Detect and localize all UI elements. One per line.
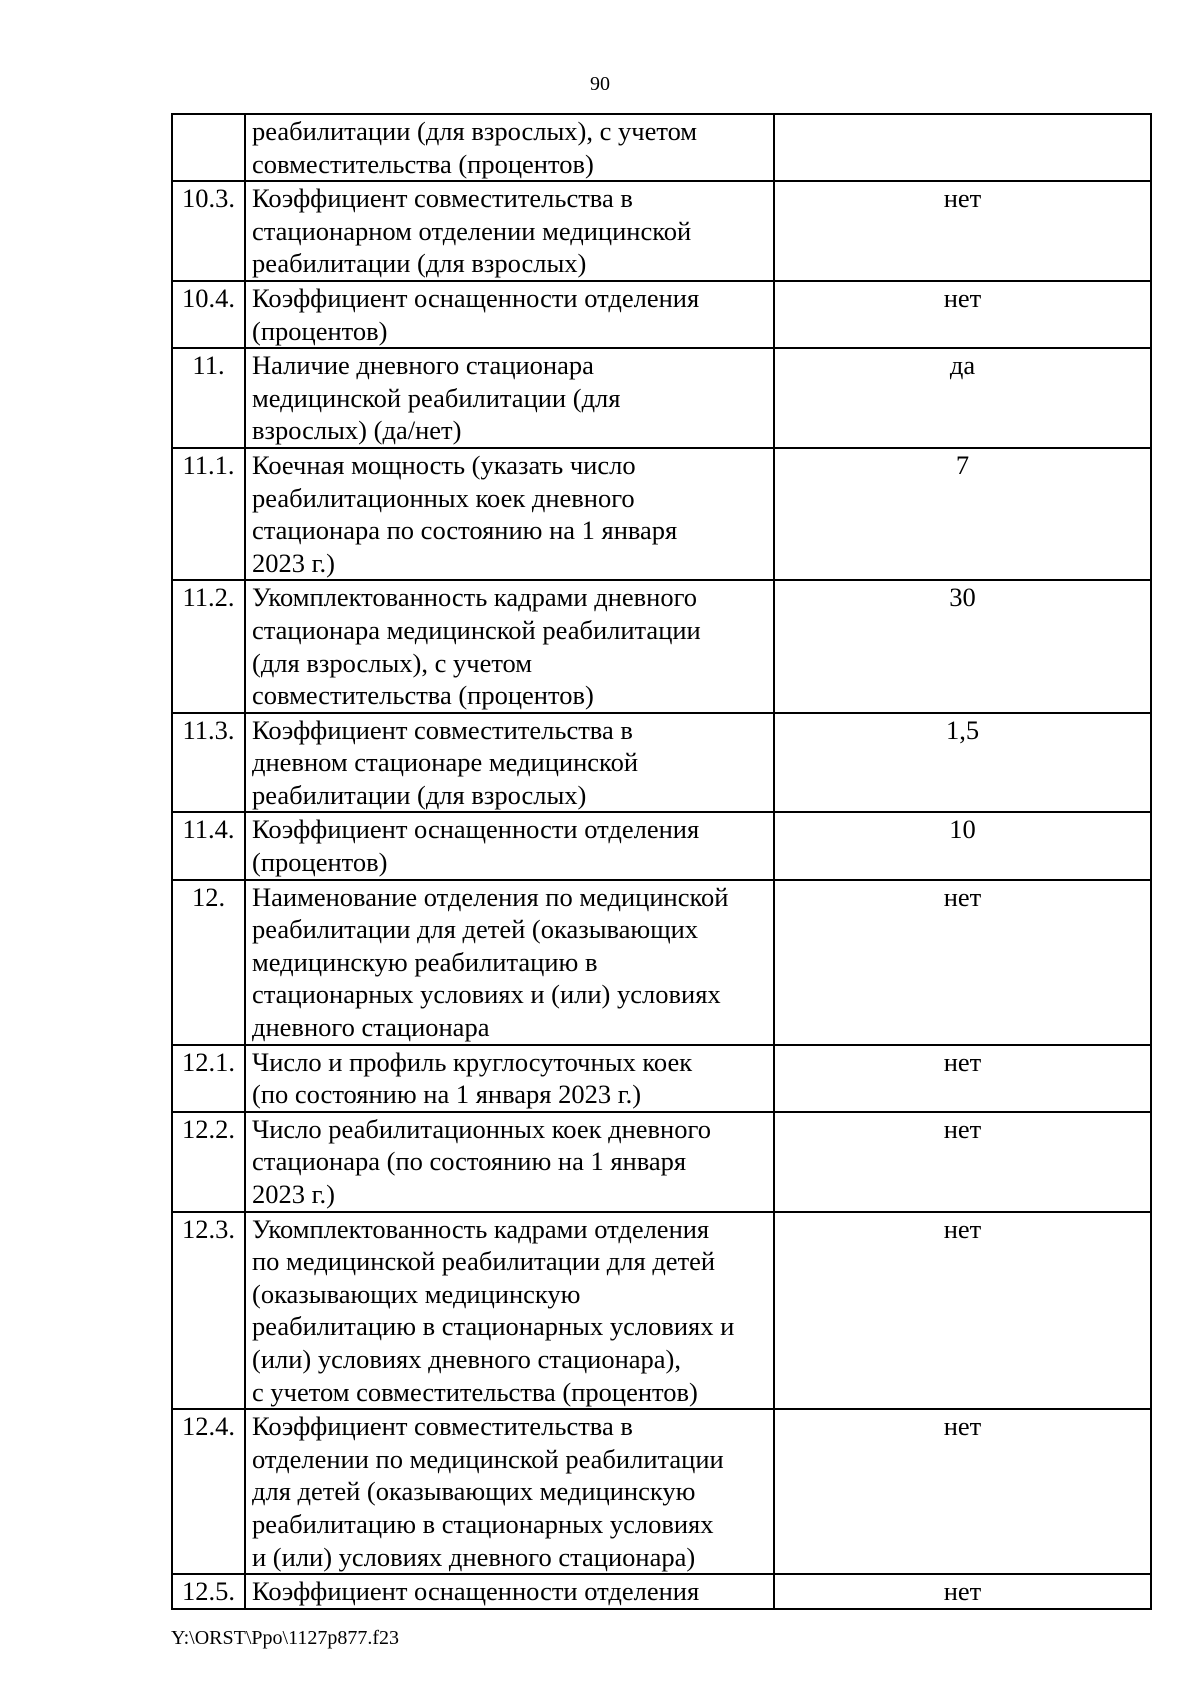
description-line: стационара медицинской реабилитации: [252, 614, 701, 645]
description-line: Наличие дневного стационара: [252, 350, 594, 381]
row-description-cell: [245, 1045, 774, 1112]
page-number: 90: [590, 73, 610, 95]
description-line: (процентов): [252, 315, 388, 346]
footer-file-path: Y:\ORST\Ppo\1127p877.f23: [171, 1627, 399, 1649]
description-line: стационара по состоянию на 1 января: [252, 515, 678, 546]
description-line: Коэффициент совместительства в: [252, 714, 633, 745]
row-value-cell: нет: [774, 1112, 1151, 1212]
description-line: стационара (по состоянию на 1 января: [252, 1146, 687, 1177]
row-value-cell: нет: [774, 880, 1151, 1045]
description-line: совместительства (процентов): [252, 680, 594, 711]
table-row: [172, 1045, 1151, 1112]
row-description-cell: [245, 1574, 774, 1609]
table-body: [172, 114, 1151, 1609]
description-line: реабилитацию в стационарных условиях: [252, 1508, 714, 1539]
row-value-cell: нет: [774, 1574, 1151, 1609]
description-line: Число реабилитационных коек дневного: [252, 1113, 711, 1144]
table-row: [172, 281, 1151, 348]
description-line: медицинской реабилитации (для: [252, 382, 621, 413]
description-line: реабилитационных коек дневного: [252, 482, 635, 513]
table-row: [172, 1112, 1151, 1212]
row-value-cell: 30: [774, 580, 1151, 712]
row-number-cell: 11.3.: [172, 713, 245, 813]
row-value-cell: нет: [774, 1409, 1151, 1574]
description-line: Коэффициент оснащенности отделения: [252, 282, 700, 313]
description-line: и (или) условиях дневного стационара): [252, 1541, 696, 1572]
description-line: реабилитации (для взрослых), с учетом: [252, 116, 698, 146]
row-number-cell: 11.1.: [172, 448, 245, 580]
description-line: (или) условиях дневного стационара),: [252, 1343, 682, 1374]
row-value-cell: нет: [774, 181, 1151, 281]
row-number-cell: 11.: [172, 348, 245, 448]
description-line: Наименование отделения по медицинской: [252, 881, 729, 912]
description-line: с учетом совместительства (процентов): [252, 1376, 698, 1407]
row-description-cell: [245, 713, 774, 813]
row-value-cell: нет: [774, 281, 1151, 348]
row-value-cell: нет: [774, 1045, 1151, 1112]
row-number-cell: 11.4.: [172, 812, 245, 879]
description-line: Коечная мощность (указать число: [252, 449, 636, 480]
row-description-cell: [245, 812, 774, 879]
description-line: Коэффициент совместительства в: [252, 183, 633, 214]
table-row: [172, 448, 1151, 580]
row-number-cell: 12.5.: [172, 1574, 245, 1609]
row-number-cell: 10.3.: [172, 181, 245, 281]
description-line: (по состоянию на 1 января 2023 г.): [252, 1079, 642, 1110]
description-line: Число и профиль круглосуточных коек: [252, 1046, 693, 1077]
table-row: [172, 114, 1151, 181]
table-row: [172, 1409, 1151, 1574]
description-line: (для взрослых), с учетом: [252, 647, 533, 678]
description-line: (оказывающих медицинскую: [252, 1278, 581, 1309]
row-number-cell: [172, 114, 245, 181]
description-line: взрослых) (да/нет): [252, 415, 462, 446]
description-line: 2023 г.): [252, 547, 335, 578]
description-line: для детей (оказывающих медицинскую: [252, 1476, 696, 1507]
row-description-cell: [245, 181, 774, 281]
row-number-cell: 10.4.: [172, 281, 245, 348]
row-value-cell: [774, 114, 1151, 181]
description-line: (процентов): [252, 847, 388, 878]
row-description-cell: [245, 114, 774, 181]
description-line: Коэффициент совместительства в: [252, 1411, 633, 1442]
row-description-cell: [245, 1212, 774, 1410]
row-description-cell: [245, 580, 774, 712]
row-number-cell: 12.4.: [172, 1409, 245, 1574]
table-row: [172, 181, 1151, 281]
row-value-cell: 7: [774, 448, 1151, 580]
description-line: реабилитацию в стационарных условиях и: [252, 1311, 735, 1342]
document-table: [171, 113, 1152, 1610]
description-line: медицинскую реабилитацию в: [252, 946, 598, 977]
description-line: по медицинской реабилитации для детей: [252, 1246, 716, 1277]
table-row: [172, 580, 1151, 712]
description-line: Коэффициент оснащенности отделения: [252, 814, 700, 845]
row-description-cell: [245, 448, 774, 580]
description-line: стационарных условиях и (или) условиях: [252, 979, 721, 1010]
row-description-cell: [245, 1112, 774, 1212]
row-number-cell: 12.3.: [172, 1212, 245, 1410]
row-number-cell: 12.2.: [172, 1112, 245, 1212]
row-value-cell: нет: [774, 1212, 1151, 1410]
row-description-cell: [245, 880, 774, 1045]
row-number-cell: 12.1.: [172, 1045, 245, 1112]
description-line: реабилитации для детей (оказывающих: [252, 914, 699, 945]
table-row: [172, 1574, 1151, 1609]
description-line: реабилитации (для взрослых): [252, 779, 587, 810]
table-row: [172, 1212, 1151, 1410]
description-line: Укомплектованность кадрами дневного: [252, 582, 698, 613]
row-description-cell: [245, 348, 774, 448]
row-number-cell: 12.: [172, 880, 245, 1045]
description-line: 2023 г.): [252, 1179, 335, 1209]
table-row: [172, 812, 1151, 879]
table-row: [172, 713, 1151, 813]
description-line: реабилитации (для взрослых): [252, 248, 587, 279]
description-line: Укомплектованность кадрами отделения: [252, 1213, 710, 1244]
row-description-cell: [245, 281, 774, 348]
row-number-cell: 11.2.: [172, 580, 245, 712]
description-line: Коэффициент оснащенности отделения: [252, 1576, 700, 1607]
table-row: [172, 348, 1151, 448]
row-value-cell: 10: [774, 812, 1151, 879]
description-line: дневном стационаре медицинской: [252, 747, 638, 778]
row-value-cell: 1,5: [774, 713, 1151, 813]
description-line: дневного стационара: [252, 1012, 490, 1043]
row-description-cell: [245, 1409, 774, 1574]
description-line: стационарном отделении медицинской: [252, 215, 692, 246]
table-row: [172, 880, 1151, 1045]
description-line: совместительства (процентов): [252, 148, 594, 179]
description-line: отделении по медицинской реабилитации: [252, 1443, 724, 1474]
row-value-cell: да: [774, 348, 1151, 448]
